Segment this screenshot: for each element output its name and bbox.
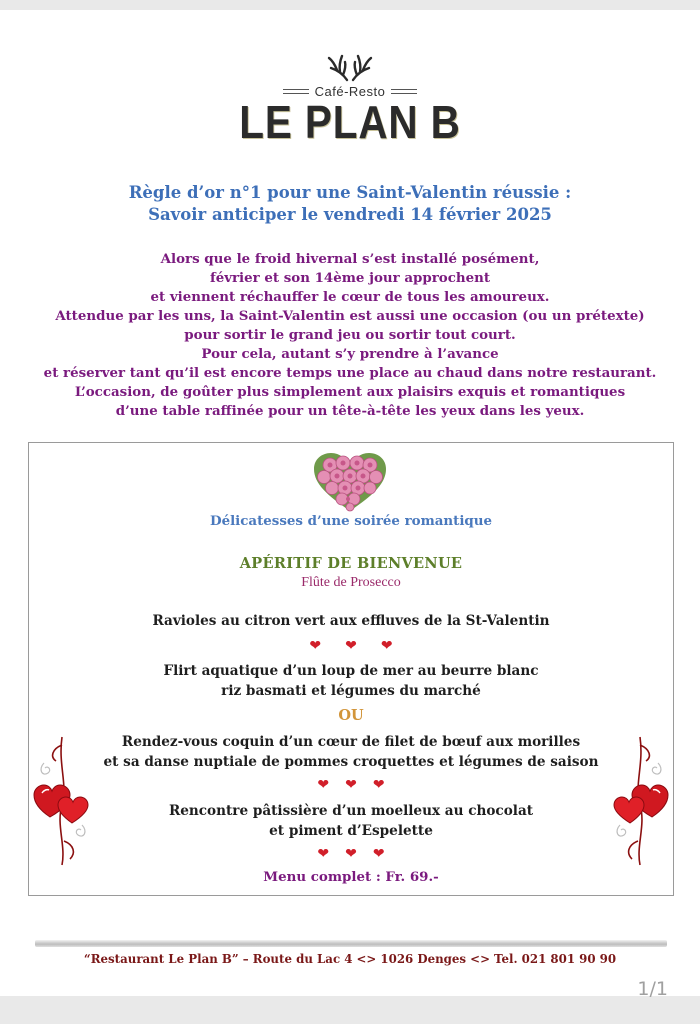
- logo-tagline: Café-Resto: [314, 84, 386, 99]
- starter-dish: Ravioles au citron vert aux effluves de la St-Valentin: [152, 613, 550, 629]
- main-dish-1-line-1: Flirt aquatique d’un loup de mer au beurre blanc: [163, 663, 539, 679]
- restaurant-logo: [0, 52, 700, 148]
- headline: [0, 182, 700, 226]
- hearts-divider: [29, 774, 673, 793]
- or-separator: OU: [338, 707, 364, 724]
- intro-line: d’une table raffinée pour un tête-à-tête les yeux dans les yeux.: [115, 403, 585, 419]
- intro-line: et viennent réchauffer le cœur de tous les amoureux.: [150, 289, 550, 305]
- main-dish-2: [29, 732, 673, 772]
- hearts-ornament-icon: [32, 735, 94, 867]
- dessert-line-1: Rencontre pâtissière d’un moelleux au chocolat: [168, 803, 534, 819]
- page-indicator: 1/1: [637, 978, 668, 1000]
- hearts-ornament-icon: [608, 735, 670, 867]
- heart-icon: ❤: [345, 846, 357, 862]
- logo-name: LE PLAN B: [239, 96, 461, 148]
- main-dish-1-line-2: riz basmati et légumes du marché: [221, 683, 481, 699]
- headline-line-2: Savoir anticiper le vendredi 14 février 2025: [148, 205, 552, 224]
- rose-heart-icon: [310, 451, 390, 513]
- antlers-icon: [323, 52, 377, 82]
- heart-icon: ❤: [372, 777, 385, 793]
- menu-box: [28, 442, 674, 896]
- hearts-divider: [29, 635, 673, 654]
- main-dish-2-line-2: et sa danse nuptiale de pommes croquettes et légumes de saison: [103, 754, 599, 770]
- aperitif-item: Flûte de Prosecco: [301, 575, 401, 590]
- main-dish-1: [29, 661, 673, 701]
- dessert-line-2: et piment d’Espelette: [269, 823, 433, 839]
- aperitif-title: APÉRITIF DE BIENVENUE: [239, 555, 463, 572]
- main-dish-2-line-1: Rendez-vous coquin d’un cœur de filet de bœuf aux morilles: [121, 734, 581, 750]
- intro-line: février et son 14ème jour approchent: [209, 270, 491, 286]
- intro-line: Alors que le froid hivernal s’est installé posément,: [160, 251, 540, 267]
- hearts-divider: [29, 843, 673, 862]
- menu-price: Menu complet : Fr. 69.-: [263, 869, 439, 885]
- heart-icon: ❤: [372, 846, 385, 862]
- intro-paragraph: [0, 250, 700, 421]
- heart-icon: ❤: [345, 777, 357, 793]
- dessert-dish: [29, 801, 673, 841]
- intro-line: L’occasion, de goûter plus simplement aux plaisirs exquis et romantiques: [74, 384, 626, 400]
- heart-icon: ❤: [345, 638, 357, 654]
- headline-line-1: Règle d’or n°1 pour une Saint-Valentin réussie :: [128, 183, 572, 202]
- intro-line: Attendue par les uns, la Saint-Valentin est aussi une occasion (ou un prétexte): [55, 308, 645, 324]
- heart-icon: ❤: [317, 846, 330, 862]
- heart-icon: ❤: [317, 777, 330, 793]
- footer-address: “Restaurant Le Plan B” – Route du Lac 4 <> 1026 Denges <> Tel. 021 801 90 90: [83, 952, 617, 966]
- menu-subtitle: Délicatesses d’une soirée romantique: [209, 513, 493, 529]
- footer-divider: [35, 940, 667, 947]
- heart-icon: ❤: [380, 638, 393, 654]
- intro-line: pour sortir le grand jeu ou sortir tout court.: [184, 327, 516, 343]
- heart-icon: ❤: [309, 638, 322, 654]
- intro-line: Pour cela, autant s’y prendre à l’avance: [201, 346, 499, 362]
- intro-line: et réserver tant qu’il est encore temps une place au chaud dans notre restaurant.: [43, 365, 657, 381]
